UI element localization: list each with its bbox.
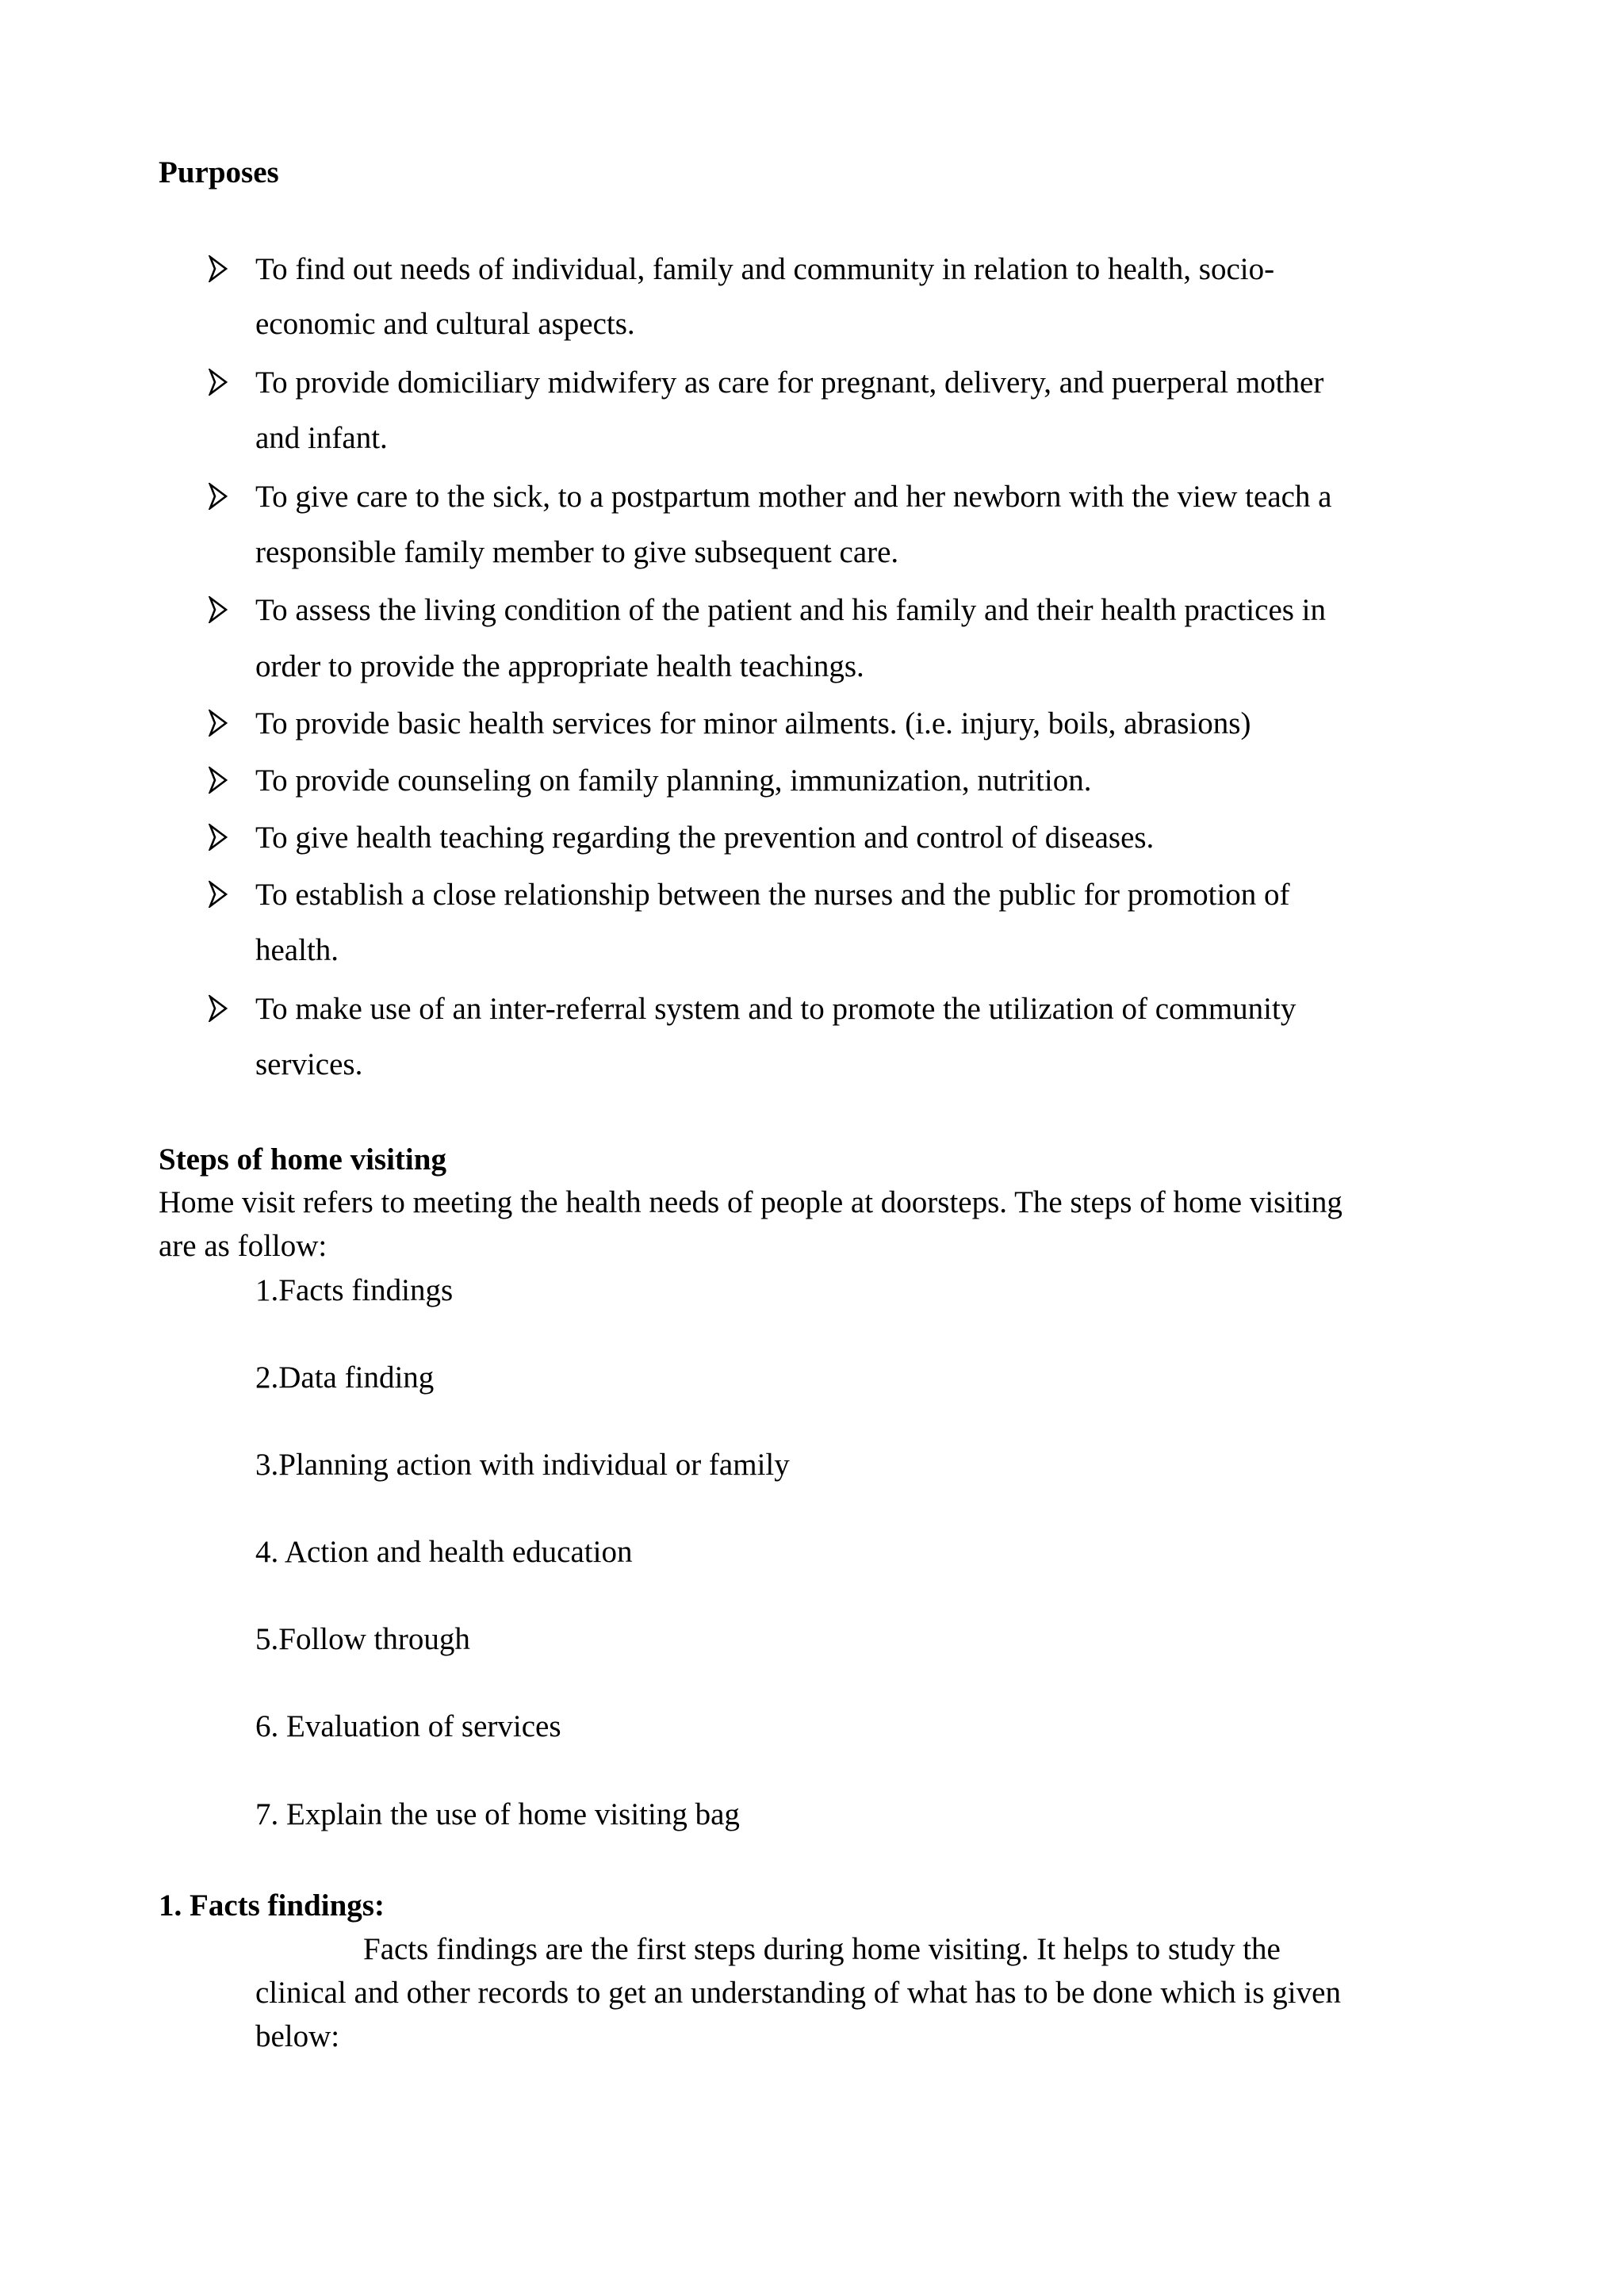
list-item-line: order to provide the appropriate health teachings. xyxy=(255,649,864,683)
list-item-line: To provide domiciliary midwifery as care for pregnant, delivery, and puerperal mother xyxy=(255,365,1324,400)
arrowhead-bullet-icon xyxy=(209,995,228,1022)
step-item: 6. Evaluation of services xyxy=(255,1709,561,1743)
arrowhead-bullet-icon xyxy=(209,483,228,510)
step-item: 7. Explain the use of home visiting bag xyxy=(255,1797,740,1831)
arrowhead-bullet-icon xyxy=(209,596,228,623)
step-item: 1.Facts findings xyxy=(255,1273,454,1307)
list-item-line: To make use of an inter-referral system and to promote the utilization of community xyxy=(255,992,1297,1026)
purposes-heading: Purposes xyxy=(159,155,279,189)
list-item-line: responsible family member to give subsequent care. xyxy=(255,535,899,569)
arrowhead-bullet-icon xyxy=(209,881,228,908)
facts-paragraph-line: clinical and other records to get an understanding of what has to be done which is given xyxy=(255,1976,1341,2010)
arrowhead-bullet-icon xyxy=(209,767,228,794)
list-item-line: To establish a close relationship between the nurses and the public for promotion of xyxy=(255,878,1290,912)
list-item-line: services. xyxy=(255,1047,363,1081)
step-item: 3.Planning action with individual or family xyxy=(255,1448,790,1482)
step-item: 4. Action and health education xyxy=(255,1535,633,1569)
arrowhead-bullet-icon xyxy=(209,710,228,737)
list-item-line: health. xyxy=(255,933,339,967)
list-item-line: To assess the living condition of the patient and his family and their health practices in xyxy=(255,593,1327,627)
steps-intro-line: are as follow: xyxy=(159,1229,327,1263)
facts-heading: 1. Facts findings: xyxy=(159,1888,385,1923)
list-item-line: To provide basic health services for minor ailments. (i.e. injury, boils, abrasions) xyxy=(255,706,1251,740)
step-item: 2.Data finding xyxy=(255,1360,435,1395)
facts-paragraph-line: below: xyxy=(255,2019,340,2053)
step-item: 5.Follow through xyxy=(255,1622,470,1656)
steps-intro-line: Home visit refers to meeting the health needs of people at doorsteps. The steps of home visiting xyxy=(159,1185,1342,1219)
steps-heading: Steps of home visiting xyxy=(159,1142,446,1177)
arrowhead-bullet-icon xyxy=(209,824,228,851)
list-item-line: To provide counseling on family planning, immunization, nutrition. xyxy=(255,763,1092,798)
list-item-line: To give health teaching regarding the prevention and control of diseases. xyxy=(255,821,1155,855)
list-item-line: To give care to the sick, to a postpartum mother and her newborn with the view teach a xyxy=(255,480,1332,514)
list-item-line: economic and cultural aspects. xyxy=(255,307,635,341)
arrowhead-bullet-icon xyxy=(209,369,228,396)
arrowhead-bullet-icon xyxy=(209,255,228,282)
facts-paragraph-line: Facts findings are the first steps during home visiting. It helps to study the xyxy=(363,1932,1281,1966)
list-item-line: and infant. xyxy=(255,421,388,455)
list-item-line: To find out needs of individual, family and community in relation to health, socio- xyxy=(255,252,1275,286)
